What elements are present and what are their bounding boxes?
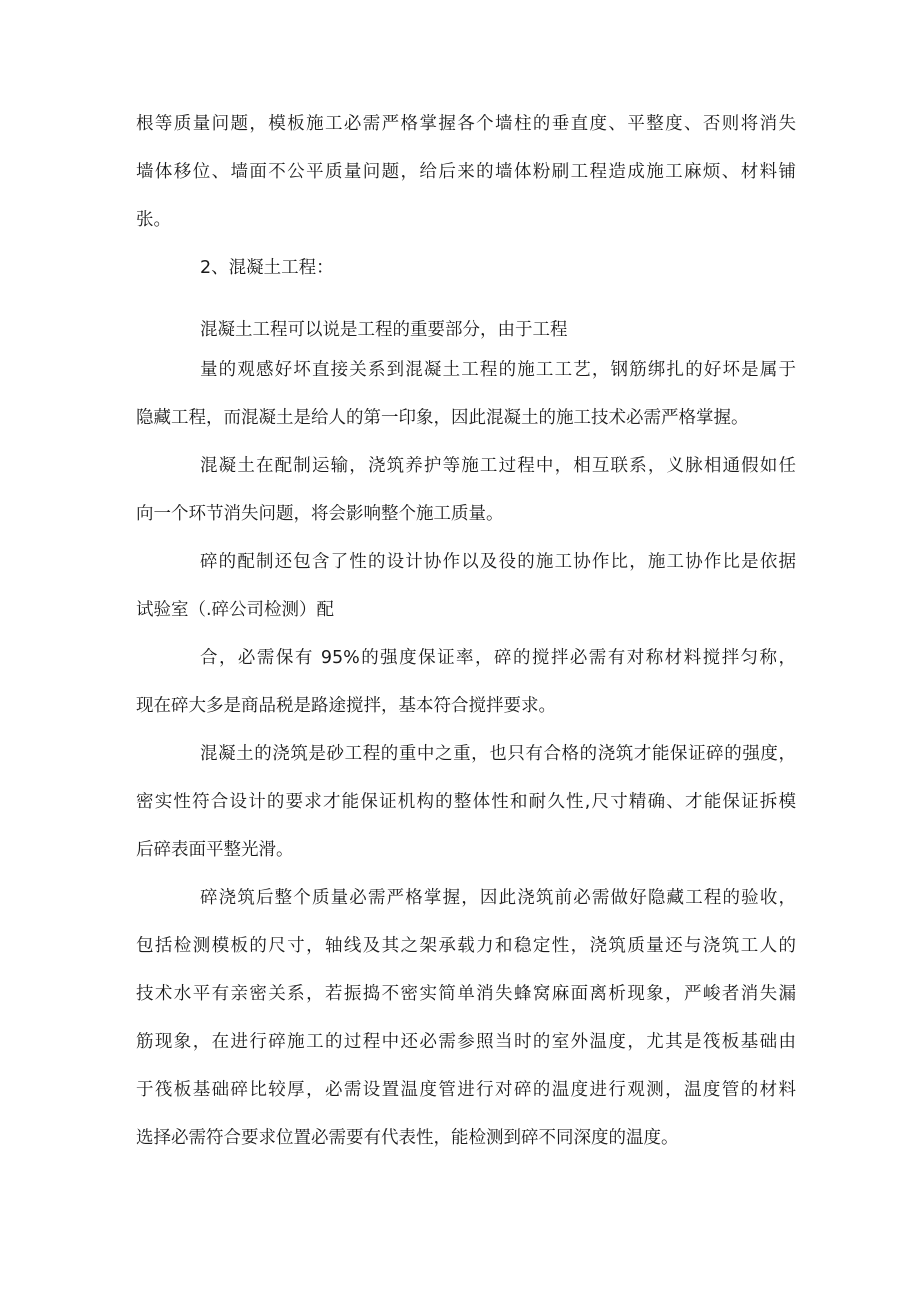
paragraph — [136, 742, 796, 862]
text-line: 包括检测模板的尺寸，轴线及其之架承载力和稳定性，浇筑质量还与浇筑工人的 — [136, 936, 796, 956]
text-line: 向一个环节消失问题，将会影响整个施工质量。 — [136, 504, 504, 524]
paragraph — [136, 454, 796, 526]
text-line: 选择必需符合要求位置必需要有代表性，能检测到碎不同深度的温度。 — [136, 1128, 679, 1148]
text-line: 2、混凝土工程： — [200, 258, 334, 278]
paragraph — [136, 318, 796, 342]
text-line: 碎的配制还包含了性的设计协作以及役的施工协作比，施工协作比是依据 — [200, 552, 796, 572]
document-page — [136, 112, 796, 1150]
text-line: 合，必需保有 95%的强度保证率，碎的搅拌必需有对称材料搅拌匀称， — [200, 648, 796, 668]
paragraph — [136, 550, 796, 622]
paragraph — [136, 112, 796, 232]
text-line: 张。 — [136, 210, 171, 230]
paragraph — [136, 886, 796, 1150]
text-line: 后碎表面平整光滑。 — [136, 840, 294, 860]
text-line: 碎浇筑后整个质量必需严格掌握，因此浇筑前必需做好隐藏工程的验收， — [200, 888, 796, 908]
text-line: 密实性符合设计的要求才能保证机构的整体性和耐久性,尺寸精确、才能保证拆模 — [136, 792, 796, 812]
paragraph — [136, 646, 796, 718]
text-line: 筋现象，在进行碎施工的过程中还必需参照当时的室外温度，尤其是筏板基础由 — [136, 1032, 796, 1052]
text-line: 混凝土的浇筑是砂工程的重中之重，也只有合格的浇筑才能保证碎的强度， — [200, 744, 796, 764]
section-heading — [136, 256, 796, 280]
text-line: 量的观感好坏直接关系到混凝土工程的施工工艺，钢筋绑扎的好坏是属于 — [200, 360, 796, 380]
text-line: 技术水平有亲密关系，若振捣不密实简单消失蜂窝麻面离析现象，严峻者消失漏 — [136, 984, 796, 1004]
text-line: 墙体移位、墙面不公平质量问题，给后来的墙体粉刷工程造成施工麻烦、材料铺 — [136, 162, 796, 182]
text-line: 混凝土在配制运输，浇筑养护等施工过程中，相互联系，义脉相通假如任 — [200, 456, 796, 476]
text-line: 根等质量问题，模板施工必需严格掌握各个墙柱的垂直度、平整度、否则将消失 — [136, 114, 796, 134]
text-line: 现在碎大多是商品税是路途搅拌，基本符合搅拌要求。 — [136, 696, 556, 716]
text-line: 隐藏工程，而混凝土是给人的第一印象，因此混凝土的施工技术必需严格掌握。 — [136, 408, 749, 428]
text-line: 混凝土工程可以说是工程的重要部分，由于工程 — [200, 320, 568, 340]
text-line: 于筏板基础碎比较厚，必需设置温度管进行对碎的温度进行观测，温度管的材料 — [136, 1080, 796, 1100]
text-line: 试验室（.碎公司检测）配 — [136, 600, 335, 620]
paragraph — [136, 358, 796, 430]
